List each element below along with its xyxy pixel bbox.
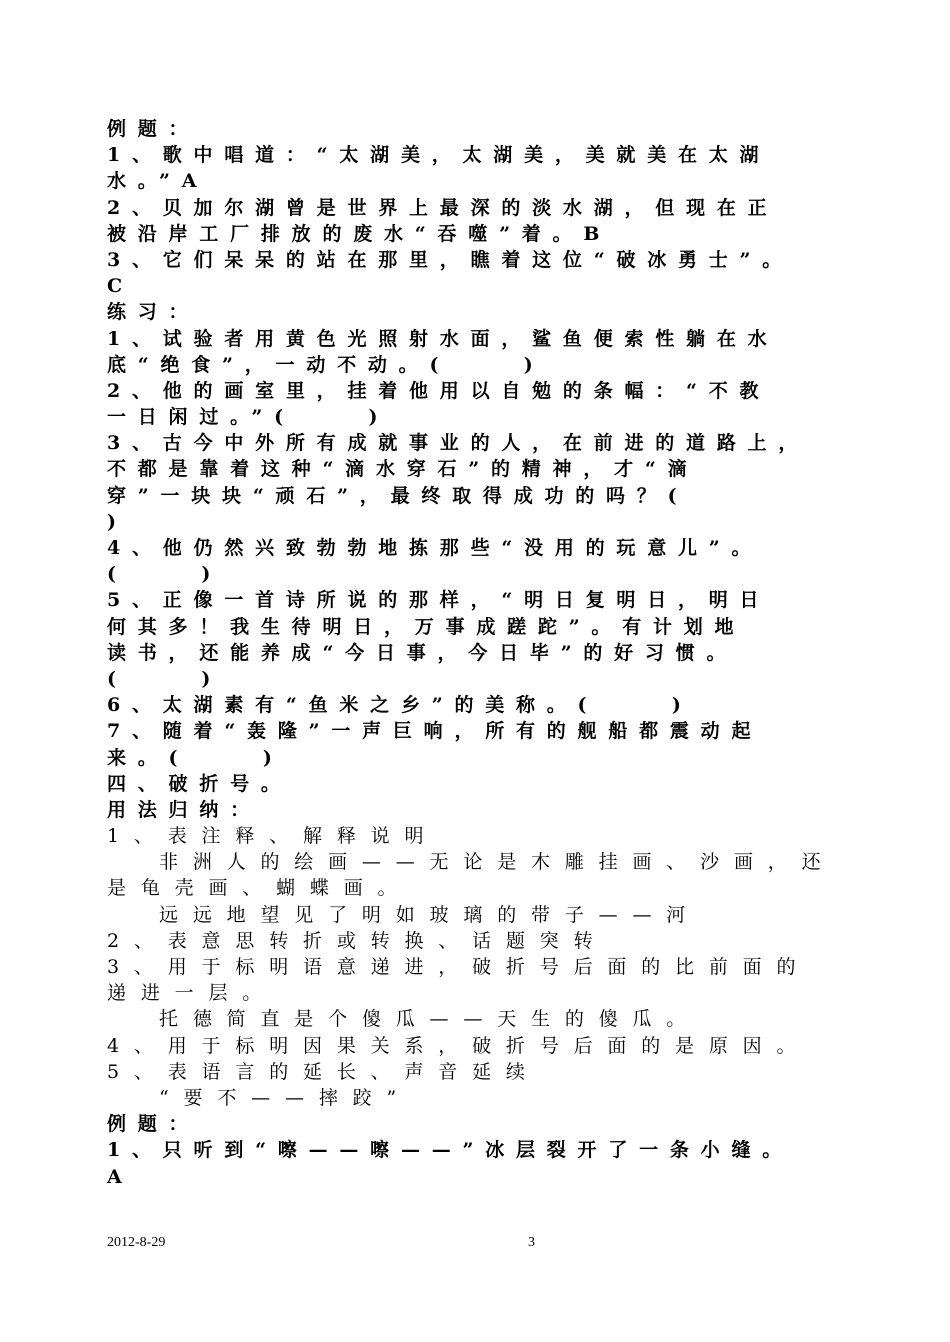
example-line: 1、歌中唱道：“太湖美，太湖美，美就美在太湖 [107,144,771,167]
practice-line: 何其多！我生待明日，万事成蹉跎”。有计划地 [107,615,746,638]
usage-line: 3、用于标明语意递进，破折号后面的比前面的 [107,956,811,978]
example-line: 2、贝加尔湖曾是世界上最深的淡水湖，但现在正 [107,196,779,219]
practice-line: ( ) [107,563,223,586]
usage-example-line: 托德简直是个傻瓜——天生的傻瓜。 [159,1008,701,1031]
practice-line: 6、太湖素有“鱼米之乡”的美称。( ) [107,694,693,717]
example-line: 被沿岸工厂排放的废水“吞噬”着。B [107,222,612,245]
usage-line: 2、表意思转折或转换、话题突转 [107,929,608,952]
practice-line: 一日闲过。”( ) [107,406,390,429]
practice-line: ( ) [107,667,223,690]
usage-example-line: 非洲人的绘画——无论是木雕挂画、沙画，还 [159,851,836,874]
page-body [107,116,877,1190]
practice-line: 1、试验者用黄色光照射水面，鲨鱼便索性躺在水 [107,327,779,350]
usage-line: 递进一层。 [107,982,277,1005]
footer-page-number: 3 [528,1235,535,1250]
footer-date: 2012-8-29 [107,1235,166,1250]
practice-line: 2、他的画室里，挂着他用以自勉的条幅：“不教 [107,379,771,402]
usage-line: 4、用于标明因果关系，破折号后面的是原因。 [107,1034,811,1057]
usage-example-line: 远远地望见了明如玻璃的带子——河 [159,903,701,926]
practice-line: 穿”一块块“顽石”，最终取得成功的吗？( [107,484,689,507]
usage-example-line: “要不——摔跤” [159,1086,411,1109]
heading-usage: 用法归纳： [107,798,261,821]
heading-examples: 例题： [107,1113,200,1136]
example-line: 3、它们呆呆的站在那里，瞧着这位“破冰勇士”。 [107,248,794,271]
practice-line: 3、古今中外所有成就事业的人，在前进的道路上， [107,432,810,455]
usage-line: 5、表语言的延长、声音延续 [107,1060,540,1083]
practice-line: 来。( ) [107,746,284,769]
practice-line: ) [107,510,128,533]
practice-line: 7、随着“轰隆”一声巨响，所有的舰船都震动起 [107,720,763,743]
section-heading: 四、破折号。 [107,772,292,795]
heading-practice: 练习： [107,301,200,324]
practice-line: 底“绝食”，一动不动。( ) [107,353,545,376]
usage-line: 1、表注释、解释说明 [107,825,439,848]
practice-line: 4、他仍然兴致勃勃地拣那些“没用的玩意儿”。 [107,537,763,559]
heading-examples: 例题： [107,118,200,140]
example-line: 水。”A [107,170,209,193]
example-line: A [107,1165,134,1188]
practice-line: 5、正像一首诗所说的那样，“明日复明日，明日 [107,589,771,612]
practice-line: 读书，还能养成“今日事，今日毕”的好习惯。 [107,641,738,664]
example-line: C [107,275,134,298]
usage-example-line: 是龟壳画、蝴蝶画。 [107,877,412,900]
practice-line: 不都是靠着这种“滴水穿石”的精神，才“滴 [107,458,699,481]
example-line: 1、只听到“嚓——嚓——”冰层裂开了一条小缝。 [107,1139,794,1162]
